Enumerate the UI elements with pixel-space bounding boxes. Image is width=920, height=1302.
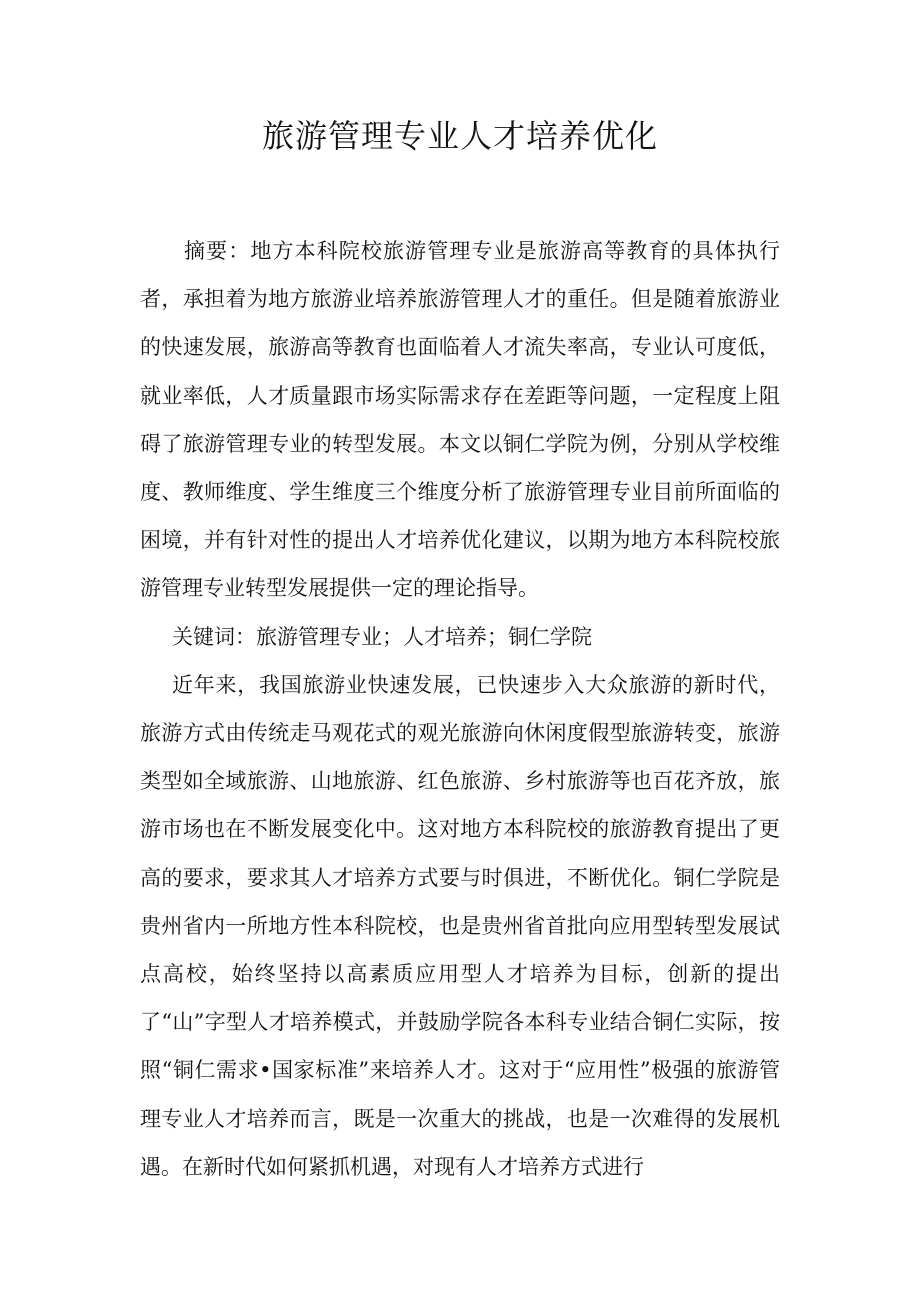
document-body bbox=[140, 227, 780, 1191]
abstract-paragraph: 摘要：地方本科院校旅游管理专业是旅游高等教育的具体执行者，承担着为地方旅游业培养旅游管理人才的重任。但是随着旅游业的快速发展，旅游高等教育也面临着人才流失率高，专业认可度低，就业率低，人才质量跟市场实际需求存在差距等问题，一定程度上阻碍了旅游管理专业的转型发展。本文以铜仁学院为例，分别从学校维度、教师维度、学生维度三个维度分析了旅游管理专业目前所面临的困境，并有针对性的提出人才培养优化建议，以期为地方本科院校旅游管理专业转型发展提供一定的理论指导。 bbox=[140, 239, 780, 601]
document-title: 旅游管理专业人才培养优化 bbox=[261, 117, 658, 155]
keywords-paragraph: 关键词：旅游管理专业；人才培养；铜仁学院 bbox=[172, 624, 592, 649]
intro-paragraph: 近年来，我国旅游业快速发展，已快速步入大众旅游的新时代，旅游方式由传统走马观花式的观光旅游向休闲度假型旅游转变，旅游类型如全域旅游、山地旅游、红色旅游、乡村旅游等也百花齐放，旅游市场也在不断发展变化中。这对地方本科院校的旅游教育提出了更高的要求，要求其人才培养方式要与时俱进，不断优化。铜仁学院是贵州省内一所地方性本科院校，也是贵州省首批向应用型转型发展试点高校，始终坚持以高素质应用型人才培养为目标，创新的提出了“山”字型人才培养模式，并鼓励学院各本科专业结合铜仁实际，按照“铜仁需求•国家标准”来培养人才。这对于“应用性”极强的旅游管理专业人才培养而言，既是一次重大的挑战，也是一次难得的发展机遇。在新时代如何紧抓机遇，对现有人才培养方式进行 bbox=[140, 672, 780, 1179]
